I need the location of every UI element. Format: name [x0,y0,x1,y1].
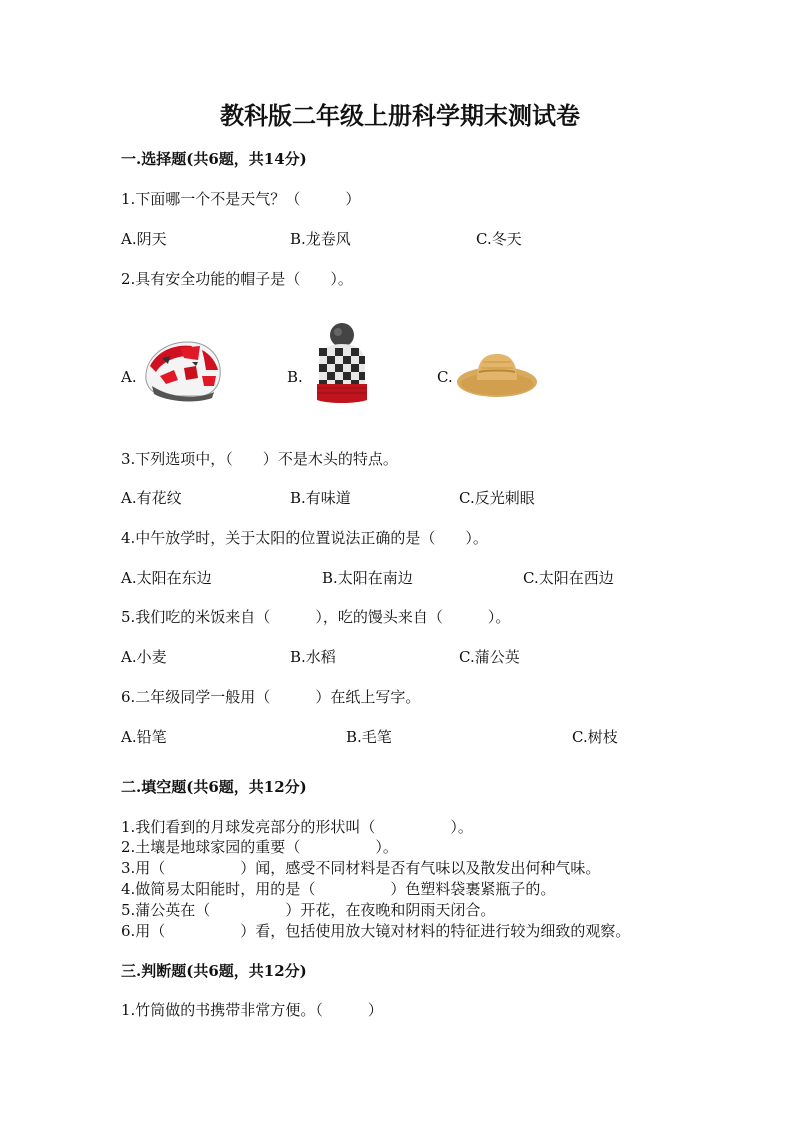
q2-option-b: B. [287,368,303,386]
question-2: 2.具有安全功能的帽子是（ ）。 [121,270,353,288]
q1-option-a: A.阴天 [121,230,167,248]
q3-option-c: C.反光刺眼 [459,489,535,507]
section-heading-judge: 三.判断题(共6题，共12分) [121,962,307,980]
q4-option-b: B.太阳在南边 [322,569,413,587]
q2-option-a: A. [121,368,137,386]
q2-option-c: C. [437,368,453,386]
fill-item: 3.用（ ）闻，感受不同材料是否有气味以及散发出何种气味。 [121,859,601,877]
fill-item: 2.土壤是地球家园的重要（ ）。 [121,838,398,856]
q6-option-b: B.毛笔 [346,728,392,746]
bike-helmet-image [140,336,225,404]
fill-item: 5.蒲公英在（ ）开花，在夜晚和阴雨天闭合。 [121,901,496,919]
q6-option-c: C.树枝 [572,728,618,746]
q4-option-c: C.太阳在西边 [523,569,614,587]
fill-item: 1.我们看到的月球发亮部分的形状叫（ ）。 [121,818,473,836]
judge-question-1: 1.竹筒做的书携带非常方便。（ ） [121,1001,383,1019]
q1-option-c: C.冬天 [476,230,522,248]
fill-item: 4.做简易太阳能时，用的是（ ）色塑料袋裹紧瓶子的。 [121,880,556,898]
q5-option-c: C.蒲公英 [459,648,520,666]
q6-option-a: A.铅笔 [121,728,167,746]
knit-beanie-image [315,322,369,406]
question-4: 4.中午放学时，关于太阳的位置说法正确的是（ ）。 [121,529,488,547]
straw-hat-image [455,348,539,400]
question-1: 1.下面哪一个不是天气？（ ） [121,190,361,208]
q3-option-b: B.有味道 [290,489,351,507]
page-title: 教科版二年级上册科学期末测试卷 [220,101,580,130]
q5-option-a: A.小麦 [121,648,167,666]
section-heading-choice: 一.选择题(共6题，共14分) [121,150,307,168]
fill-item: 6.用（ ）看，包括使用放大镜对材料的特征进行较为细致的观察。 [121,922,631,940]
section-heading-fill: 二.填空题(共6题，共12分) [121,778,307,796]
q1-option-b: B.龙卷风 [290,230,351,248]
q5-option-b: B.水稻 [290,648,336,666]
q3-option-a: A.有花纹 [121,489,182,507]
question-5: 5.我们吃的米饭来自（ ），吃的馒头来自（ ）。 [121,608,511,626]
q4-option-a: A.太阳在东边 [121,569,212,587]
question-6: 6.二年级同学一般用（ ）在纸上写字。 [121,688,421,706]
question-3: 3.下列选项中，（ ）不是木头的特点。 [121,450,398,468]
